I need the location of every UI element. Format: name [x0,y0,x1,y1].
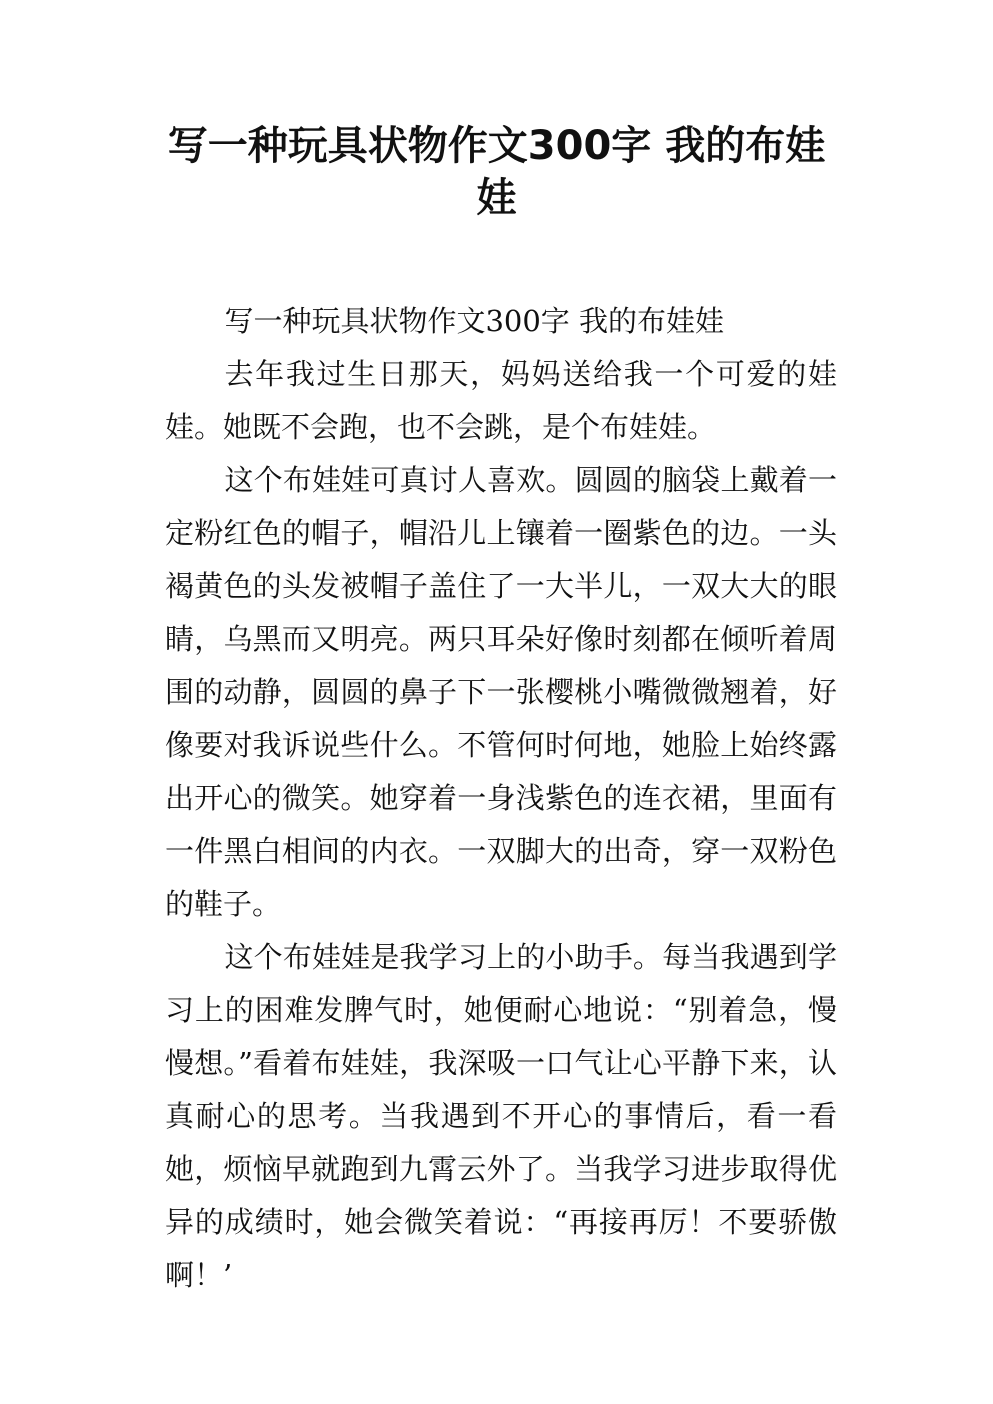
document-title: 写一种玩具状物作文300字 我的布娃娃 [167,123,826,221]
paragraph-helper: 这个布娃娃是我学习上的小助手。每当我遇到学习上的困难发脾气时，她便耐心地说：“别着急，慢慢想。”看着布娃娃，我深吸一口气让心平静下来，认真耐心的思考。当我遇到不开心的事情后，看一看她，烦恼早就跑到九霄云外了。当我学习进步取得优异的成绩时，她会微笑着说：“再接再厉！不要骄傲啊！’ [165,940,837,1292]
paragraph-subtitle: 写一种玩具状物作文300字 我的布娃娃 [224,304,725,338]
paragraph-description: 这个布娃娃可真讨人喜欢。圆圆的脑袋上戴着一定粉红色的帽子，帽沿儿上镶着一圈紫色的边。一头褐黄色的头发被帽子盖住了一大半儿，一双大大的眼睛，乌黑而又明亮。两只耳朵好像时刻都在倾听着周围的动静，圆圆的鼻子下一张樱桃小嘴微微翘着，好像要对我诉说些什么。不管何时何地，她脸上始终露出开心的微笑。她穿着一身浅紫色的连衣裙，里面有一件黑白相间的内衣。一双脚大的出奇，穿一双粉色的鞋子。 [165,463,837,921]
paragraph-intro: 去年我过生日那天，妈妈送给我一个可爱的娃娃。她既不会跑，也不会跳，是个布娃娃。 [165,357,837,444]
document-body [165,295,837,1302]
